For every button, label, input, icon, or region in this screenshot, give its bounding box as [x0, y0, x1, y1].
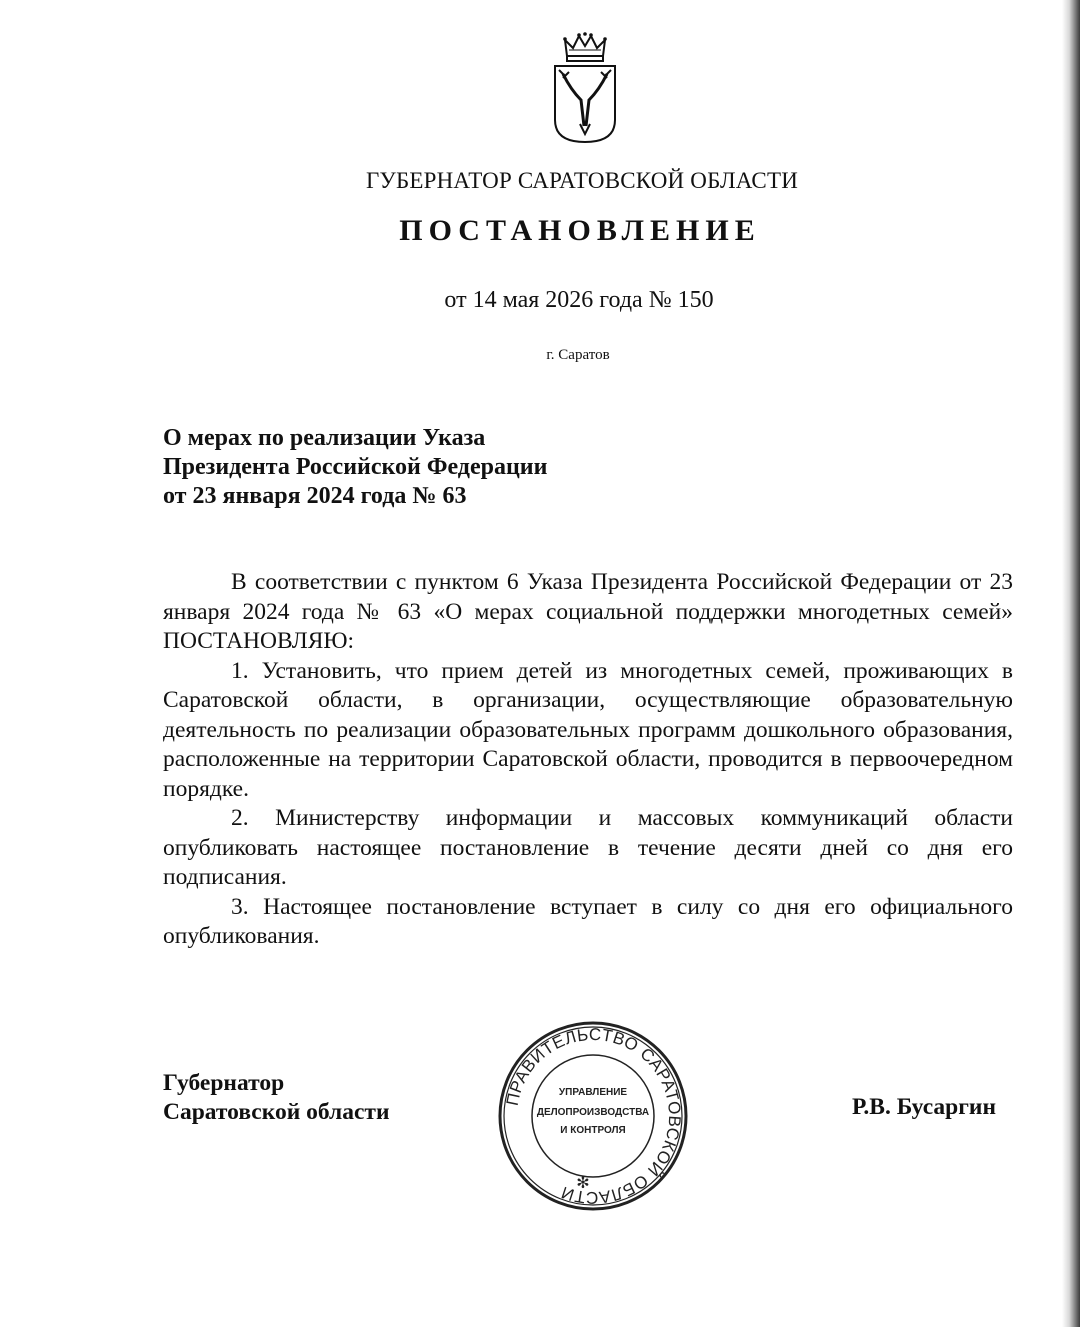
- seal-center-line: ДЕЛОПРОИЗВОДСТВА: [536, 1107, 650, 1118]
- seal-center-line: И КОНТРОЛЯ: [560, 1125, 626, 1136]
- saratov-coat-of-arms-icon: [547, 30, 623, 148]
- seal-ring-text: ПРАВИТЕЛЬСТВО САРАТОВСКОЙ ОБЛАСТИ: [502, 1024, 685, 1208]
- title-line: от 23 января 2024 года № 63: [163, 483, 467, 509]
- signatory-title-line: Губернатор: [163, 1070, 285, 1096]
- issuer-heading: ГУБЕРНАТОР САРАТОВСКОЙ ОБЛАСТИ: [365, 168, 799, 193]
- clause-3-paragraph: 3. Настоящее постановление вступает в силу со дня его официального опубликования.: [163, 893, 1013, 949]
- title-line: Президента Российской Федерации: [163, 454, 548, 480]
- document-city: г. Саратов: [546, 347, 610, 363]
- document-body: [163, 568, 1013, 952]
- title-line: О мерах по реализации Указа: [163, 425, 486, 451]
- official-seal-icon: [497, 1020, 689, 1212]
- seal-star-icon: ✻: [576, 1173, 590, 1192]
- signatory-title-line: Саратовской области: [163, 1099, 390, 1125]
- document-type-heading: ПОСТАНОВЛЕНИЕ: [399, 214, 761, 247]
- preamble-paragraph: В соответствии с пунктом 6 Указа Президента Российской Федерации от 23 января 2024 года № 63 «О мерах социальной поддержки многодетных семей» ПОСТАНОВЛЯЮ:: [163, 569, 1013, 654]
- seal-center-line: УПРАВЛЕНИЕ: [558, 1087, 628, 1098]
- document-date-number: от 14 мая 2026 года № 150: [444, 287, 714, 313]
- signatory-name: Р.В. Бусаргин: [852, 1094, 996, 1120]
- clause-2-paragraph: 2. Министерству информации и массовых коммуникаций области опубликовать настоящее постановление в течение десяти дней со дня его подписания.: [163, 805, 1013, 890]
- scan-edge-shadow: [1062, 0, 1080, 1327]
- document-title: [163, 424, 663, 511]
- clause-1-paragraph: 1. Установить, что прием детей из многодетных семей, проживающих в Саратовской области, в организации, осуществляющие образовательную деятельность по реализации образовательных программ дошкольного образования, расположенные на территории Саратовской области, проводится в первоочередном порядке.: [163, 657, 1013, 802]
- signatory-title: [163, 1069, 390, 1127]
